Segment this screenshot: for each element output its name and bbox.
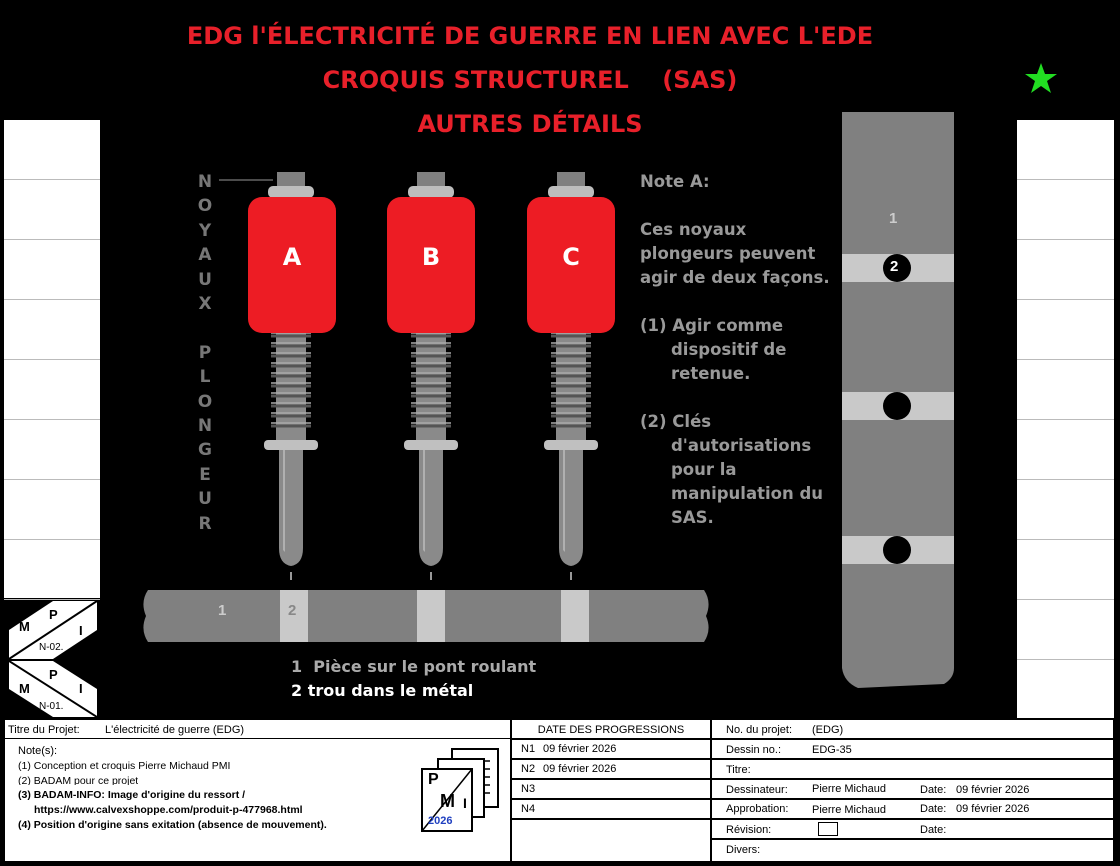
header-line-1: EDG l'ÉLECTRICITÉ DE GUERRE EN LIEN AVEC L'EDE <box>186 22 874 50</box>
note-a-item-2: (2) Clés d'autorisations pour la manipulation du SAS. <box>640 412 824 527</box>
progress-n2-date: 09 février 2026 <box>543 763 617 775</box>
badge-n02-i: I <box>79 623 83 638</box>
approval-date-label: Date: <box>920 803 947 815</box>
project-no-value: (EDG) <box>812 724 844 736</box>
progress-n1-label: N1 <box>521 743 536 755</box>
vertical-label-letter: O <box>197 391 213 412</box>
progress-header: DATE DES PROGRESSIONS <box>537 724 685 736</box>
vertical-label-letter: A <box>198 245 212 266</box>
plunger-vertical-label <box>193 170 217 536</box>
logo-m: M <box>440 791 455 811</box>
legend-item-1: 1 Pièce sur le pont roulant <box>291 657 537 676</box>
badge-n01 <box>8 660 98 718</box>
badge-n01-m: M <box>19 681 30 696</box>
designer-date-label: Date: <box>920 784 947 796</box>
vertical-bar-label-2: 2 <box>890 258 899 275</box>
legend-item-2: 2 trou dans le métal <box>291 681 474 700</box>
project-title-row <box>4 719 511 739</box>
note-2: (2) BADAM pour ce projet <box>18 775 139 785</box>
vertical-label-letter: U <box>198 269 212 290</box>
vertical-label-letter: N <box>197 416 213 437</box>
logo-p: P <box>428 771 439 788</box>
vertical-label-letter: N <box>197 172 213 192</box>
right-grid-strip <box>1017 120 1114 718</box>
note-a-item-1: (1) Agir comme dispositif de retenue. <box>640 316 787 383</box>
vertical-bar-label-1: 1 <box>889 210 898 227</box>
revision-date-label: Date: <box>920 824 947 836</box>
header-line-3: AUTRES DÉTAILS <box>417 110 643 138</box>
vertical-label-letter: L <box>199 367 211 388</box>
titre-label: Titre: <box>726 764 751 776</box>
note-a-intro: Ces noyaux plongeurs peuvent agir de deux façons. <box>640 220 830 287</box>
project-title-value: L'électricité de guerre (EDG) <box>105 724 245 736</box>
progress-row-n3 <box>511 779 711 799</box>
vertical-label-letter: R <box>198 513 212 534</box>
vertical-label-letter <box>193 316 217 340</box>
header-line-2: CROQUIS STRUCTUREL (SAS) <box>322 66 738 94</box>
note-1: (1) Conception et croquis Pierre Michaud PMI <box>18 760 231 772</box>
revision-label: Révision: <box>726 824 772 836</box>
badge-n01-p: P <box>49 667 58 682</box>
left-grid-strip <box>4 120 100 598</box>
vertical-label-letter: G <box>198 440 212 461</box>
vertical-metal-bar <box>838 98 960 692</box>
drawing-no-label: Dessin no.: <box>726 744 782 756</box>
badge-n02-p: P <box>49 607 58 622</box>
plunger-c <box>527 197 615 333</box>
plunger-c-label: C <box>562 243 580 271</box>
logo-i: I <box>463 795 467 811</box>
badge-n02-code: N-02. <box>39 642 64 653</box>
project-no-label: No. du projet: <box>726 724 793 736</box>
divers-label: Divers: <box>726 844 761 856</box>
progress-n1-date: 09 février 2026 <box>543 743 617 755</box>
badge-n01-i: I <box>79 681 83 696</box>
vertical-label-letter: P <box>198 342 212 363</box>
drawing-no-value: EDG-35 <box>812 744 852 756</box>
star-icon <box>1024 62 1058 94</box>
logo-year: 2026 <box>428 815 453 827</box>
approval-date-value: 09 février 2026 <box>956 803 1030 815</box>
notes-label: Note(s): <box>18 745 58 757</box>
vertical-label-letter: U <box>198 489 212 510</box>
plunger-a <box>248 197 336 333</box>
plunger-b <box>387 197 475 333</box>
designer-value: Pierre Michaud <box>812 783 886 795</box>
designer-label: Dessinateur: <box>726 784 788 796</box>
plunger-a-label: A <box>282 243 302 271</box>
note-4: (4) Position d'origine sans exitation (absence de mouvement). <box>18 819 327 831</box>
badge-n02 <box>8 600 98 660</box>
vertical-label-letter: X <box>198 294 212 315</box>
revision-row <box>711 819 1114 839</box>
note-3: (3) BADAM-INFO: Image d'origine du ressort / <box>18 789 246 801</box>
designer-date-value: 09 février 2026 <box>956 784 1030 796</box>
titre-row <box>711 759 1114 779</box>
note-a <box>640 170 840 530</box>
progress-n3-label: N3 <box>521 783 536 795</box>
vertical-label-letter: E <box>199 464 211 485</box>
progress-n4-label: N4 <box>521 803 536 815</box>
divers-row <box>711 839 1114 862</box>
note-3-url: https://www.calvexshoppe.com/produit-p-477968.html <box>34 804 303 816</box>
revision-checkbox[interactable] <box>818 822 838 836</box>
approval-value: Pierre Michaud <box>812 804 886 816</box>
plunger-b-label: B <box>421 243 441 271</box>
note-a-title: Note A: <box>640 172 710 191</box>
badge-n01-code: N-01. <box>39 701 64 712</box>
badge-n02-m: M <box>19 619 30 634</box>
approval-label: Approbation: <box>726 803 789 815</box>
project-title-label: Titre du Projet: <box>8 724 80 736</box>
vertical-label-letter: Y <box>198 220 212 241</box>
horizontal-bar-label-2: 2 <box>288 602 297 619</box>
progress-n2-label: N2 <box>521 763 536 775</box>
title-block <box>4 719 1114 862</box>
progress-row-n4 <box>511 799 711 819</box>
vertical-label-letter: O <box>197 196 213 217</box>
horizontal-bar-label-1: 1 <box>218 602 227 619</box>
progress-row-empty <box>511 819 711 862</box>
